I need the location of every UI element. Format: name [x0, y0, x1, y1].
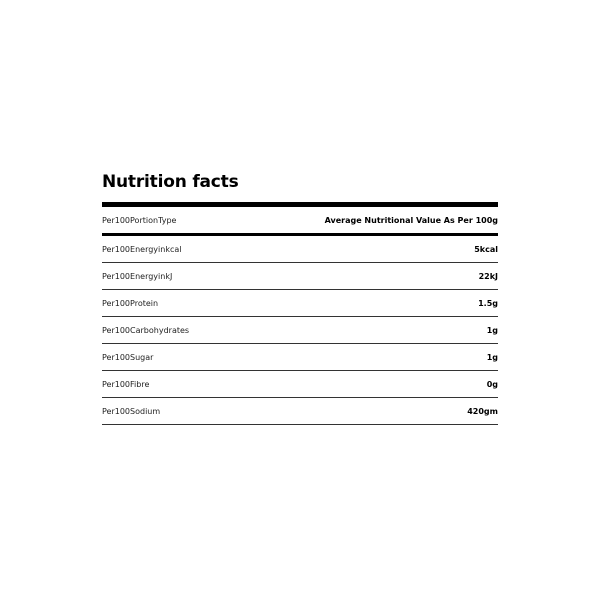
nutrient-value: 420gm — [467, 406, 498, 416]
nutrition-row-sugar — [102, 344, 498, 371]
nutrition-row-sodium — [102, 398, 498, 425]
nutrient-value: 1g — [486, 352, 498, 362]
nutrition-row-fibre — [102, 371, 498, 398]
nutrient-label: Per100Energyinkcal — [102, 244, 182, 254]
nutrient-value: 1g — [486, 325, 498, 335]
nutrient-value: 1.5g — [478, 298, 498, 308]
nutrition-row-energy-kcal — [102, 236, 498, 263]
nutrient-label: Per100Fibre — [102, 379, 150, 389]
nutrition-header-row — [102, 207, 498, 236]
nutrient-value: 22kJ — [478, 271, 498, 281]
nutrition-row-carbohydrates — [102, 317, 498, 344]
nutrition-row-energy-kj — [102, 263, 498, 290]
nutrient-label: Per100Sugar — [102, 352, 154, 362]
nutrient-label: Per100Protein — [102, 298, 159, 308]
nutrient-label: Per100Sodium — [102, 406, 161, 416]
nutrition-row-protein — [102, 290, 498, 317]
nutrient-value: 5kcal — [474, 244, 498, 254]
nutrition-facts-panel — [102, 168, 498, 425]
nutrient-value: 0g — [486, 379, 498, 389]
header-value: Average Nutritional Value As Per 100g — [324, 215, 498, 225]
nutrient-label: Per100Carbohydrates — [102, 325, 190, 335]
header-label: Per100PortionType — [102, 215, 177, 225]
nutrition-title: Nutrition facts — [102, 172, 239, 192]
nutrient-label: Per100EnergyinkJ — [102, 271, 173, 281]
